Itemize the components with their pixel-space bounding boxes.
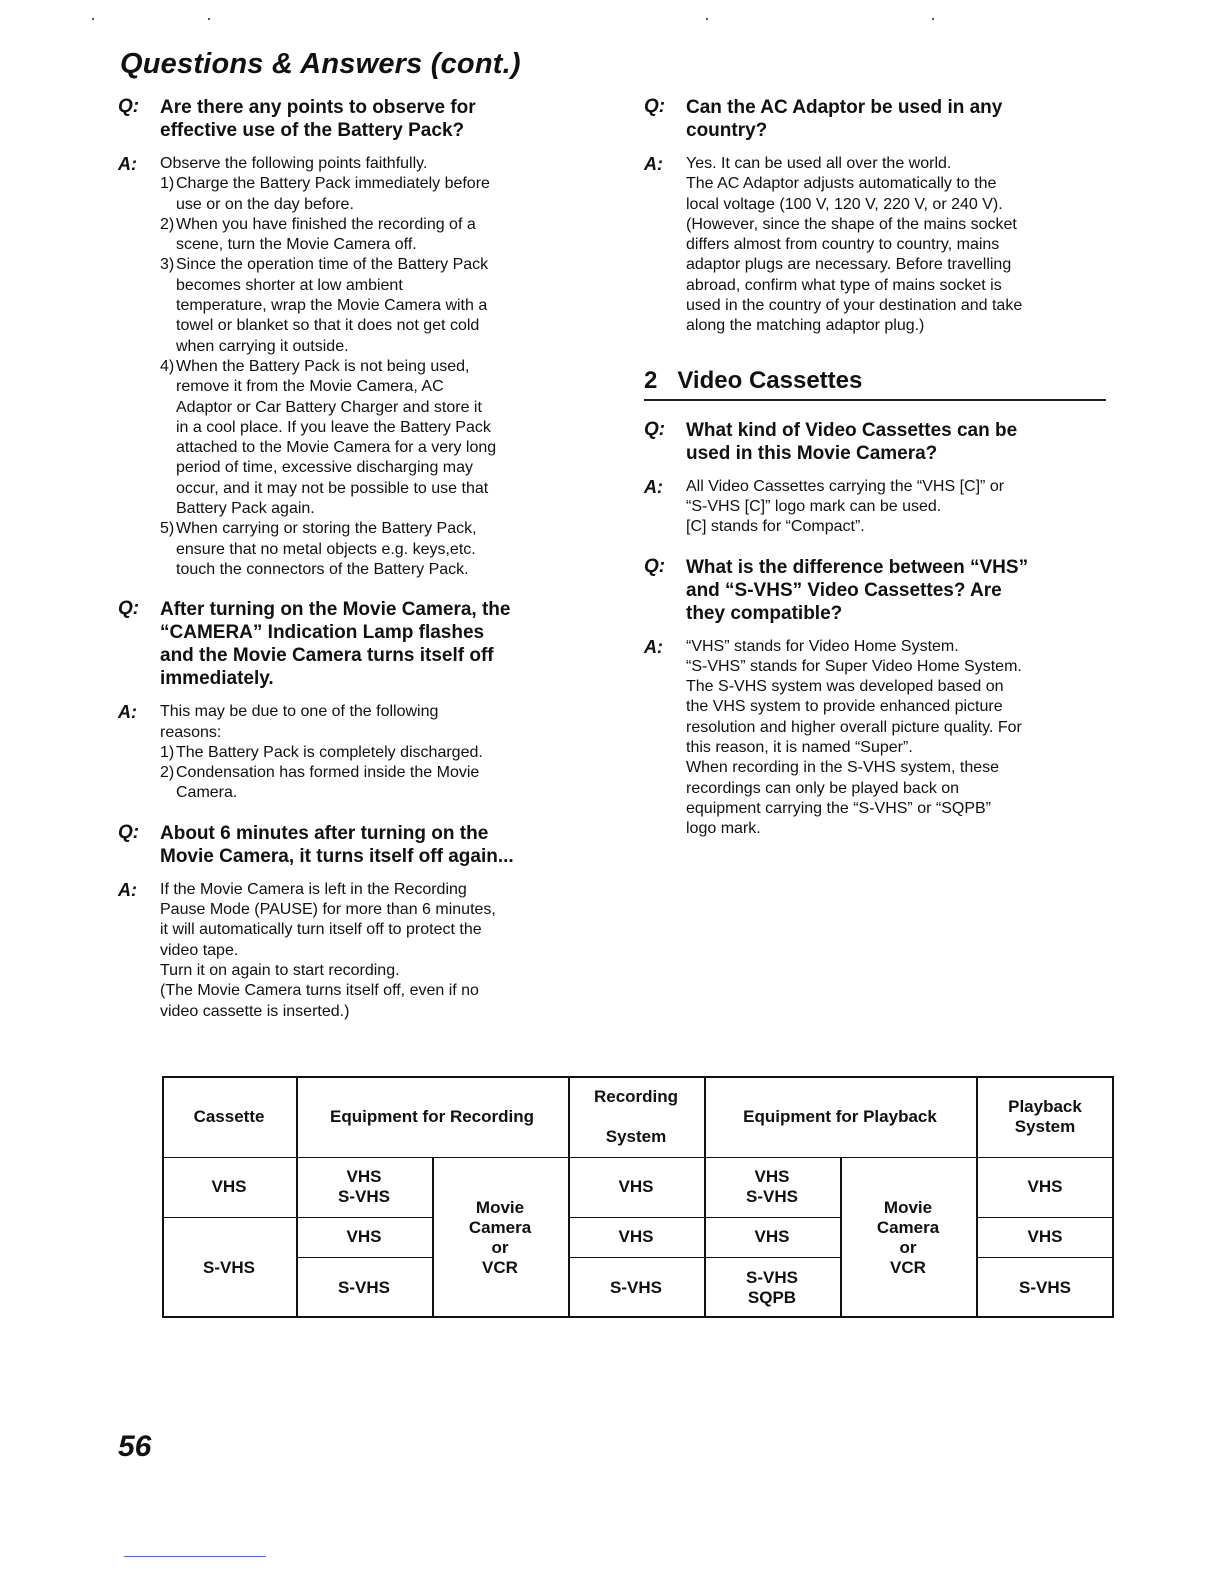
question-text [160, 598, 598, 690]
question-line: country? [686, 120, 768, 141]
rec-equipment-row2: VHS [346, 1227, 382, 1246]
answer-marker: A: [644, 154, 663, 174]
item-line: becomes shorter at low ambient [176, 276, 403, 294]
answer-line: reasons: [160, 723, 222, 741]
answer-line: Pause Mode (PAUSE) for more than 6 minutes, [160, 901, 496, 919]
item-number: 3) [160, 256, 175, 274]
spacer [118, 868, 598, 880]
answer-marker: A: [118, 154, 137, 174]
cassette-svhs: S-VHS [203, 1257, 255, 1277]
answer-line: “S-VHS [C]” logo mark can be used. [686, 497, 942, 515]
question-text [686, 419, 1114, 465]
answer-line: (However, since the shape of the mains socket [686, 215, 1017, 233]
question-marker: Q: [644, 96, 666, 117]
answer-line: the VHS system to provide enhanced picture [686, 698, 1003, 716]
item-line: scene, turn the Movie Camera off. [176, 236, 417, 254]
spacer [644, 625, 1114, 637]
answer-block [118, 154, 598, 580]
question-text [160, 822, 598, 868]
answer-text [686, 637, 1114, 840]
answer-text [160, 880, 598, 1022]
scan-speck [208, 18, 210, 20]
spacer [644, 401, 1114, 419]
answer-line: video tape. [160, 941, 239, 959]
item-line: use or on the day before. [176, 195, 354, 213]
item-line: remove it from the Movie Camera, AC [176, 378, 444, 396]
play-equipment-row3: S-VHS SQPB [746, 1267, 798, 1307]
rec-system-row2: VHS [618, 1227, 654, 1246]
answer-block [644, 154, 1114, 337]
play-equipment-row2: VHS [754, 1227, 790, 1246]
answer-line: differs almost from country to country, mains [686, 236, 1000, 254]
section-title: Video Cassettes [677, 366, 863, 394]
question-line: effective use of the Battery Pack? [160, 120, 465, 141]
question-block [644, 96, 1114, 142]
item-number: 2) [160, 215, 175, 233]
spacer [118, 580, 598, 598]
item-line: Battery Pack again. [176, 500, 315, 518]
scan-speck [92, 18, 94, 20]
answer-marker: A: [118, 879, 137, 900]
question-line: they compatible? [686, 602, 843, 624]
answer-line: logo mark. [686, 820, 761, 838]
question-text [686, 96, 1114, 142]
rec-equipment-row3: S-VHS [338, 1277, 390, 1297]
answer-text [160, 702, 598, 803]
answer-marker: A: [644, 636, 663, 657]
scan-speck [706, 18, 708, 20]
answer-line: resolution and higher overall picture quality. For [686, 718, 1022, 736]
question-marker: Q: [644, 555, 666, 577]
item-line: towel or blanket so that it does not get cold [176, 317, 480, 335]
answer-block [644, 637, 1114, 840]
question-block [644, 556, 1114, 625]
spacer [644, 142, 1114, 154]
answer-block [118, 880, 598, 1022]
compatibility-table [162, 1076, 1114, 1318]
answer-line: [C] stands for “Compact”. [686, 518, 865, 536]
item-line: when carrying it outside. [176, 337, 349, 355]
header-cassette: Cassette [193, 1106, 265, 1126]
answer-line: Turn it on again to start recording. [160, 961, 400, 979]
answer-line: abroad, confirm what type of mains socket is [686, 276, 1002, 294]
rec-system-row1: VHS [618, 1177, 654, 1196]
footer-rule [124, 1556, 266, 1557]
spacer [644, 337, 1114, 355]
spacer [118, 690, 598, 702]
item-line: touch the connectors of the Battery Pack. [176, 560, 469, 578]
answer-line: When recording in the S-VHS system, these [686, 759, 1000, 777]
section-number: 2 [644, 366, 658, 394]
answer-line: along the matching adaptor plug.) [686, 317, 925, 335]
question-block [118, 822, 598, 868]
answer-text [686, 477, 1114, 538]
item-line: When you have finished the recording of a [176, 215, 476, 233]
answer-line: adaptor plugs are necessary. Before travelling [686, 256, 1012, 274]
spacer [644, 840, 1114, 858]
header-playback-system: Playback System [1008, 1096, 1082, 1136]
item-line: The Battery Pack is completely discharged. [176, 743, 483, 761]
scan-speck [932, 18, 934, 20]
question-line: About 6 minutes after turning on the [160, 822, 489, 844]
item-line: ensure that no metal objects e.g. keys,etc. [176, 540, 476, 558]
item-line: occur, and it may not be possible to use that [176, 479, 489, 497]
item-line: period of time, excessive discharging may [176, 459, 474, 477]
answer-marker: A: [644, 476, 663, 497]
answer-block [644, 477, 1114, 538]
numbered-item [160, 763, 598, 804]
answer-line: Observe the following points faithfully. [160, 155, 428, 172]
page-number: 56 [118, 1430, 152, 1463]
item-number: 2) [160, 764, 175, 782]
question-block [644, 419, 1114, 465]
question-line: What kind of Video Cassettes can be [686, 419, 1018, 441]
rec-device: Movie Camera or VCR [468, 1197, 532, 1277]
cassette-vhs: VHS [211, 1177, 247, 1196]
question-text [160, 96, 598, 142]
item-line: When the Battery Pack is not being used, [176, 357, 470, 375]
question-marker: Q: [118, 821, 140, 843]
question-line: and “S-VHS” Video Cassettes? Are [686, 579, 1002, 601]
answer-line: Yes. It can be used all over the world. [686, 155, 952, 172]
answer-line: local voltage (100 V, 120 V, 220 V, or 240 V). [686, 195, 1003, 213]
answer-line: “VHS” stands for Video Home System. [686, 637, 959, 655]
spacer [118, 142, 598, 154]
answer-line: The S-VHS system was developed based on [686, 678, 1004, 696]
item-number: 1) [160, 743, 175, 761]
answer-line: this reason, it is named “Super”. [686, 739, 913, 757]
answer-text [686, 154, 1114, 337]
answer-line: If the Movie Camera is left in the Recording [160, 880, 467, 898]
play-equipment-row1: VHS S-VHS [746, 1167, 798, 1206]
question-line: Are there any points to observe for [160, 97, 476, 118]
play-device: Movie Camera or VCR [876, 1197, 940, 1277]
question-line: After turning on the Movie Camera, the [160, 599, 511, 621]
item-line: When carrying or storing the Battery Pack, [176, 520, 477, 538]
answer-line: All Video Cassettes carrying the “VHS [C]” or [686, 477, 1005, 495]
answer-line: The AC Adaptor adjusts automatically to the [686, 175, 997, 193]
item-line: temperature, wrap the Movie Camera with a [176, 297, 488, 315]
spacer [644, 538, 1114, 556]
play-system-row2: VHS [1027, 1227, 1063, 1246]
item-number: 4) [160, 357, 175, 375]
item-line: attached to the Movie Camera for a very long [176, 439, 497, 457]
answer-line: (The Movie Camera turns itself off, even if no [160, 982, 479, 1000]
numbered-item [160, 215, 598, 256]
right-column [644, 96, 1114, 858]
answer-line: video cassette is inserted.) [160, 1002, 350, 1020]
question-line: immediately. [160, 668, 274, 690]
item-line: Condensation has formed inside the Movie [176, 764, 480, 782]
question-line: used in this Movie Camera? [686, 442, 938, 464]
question-block [118, 598, 598, 690]
answer-line: This may be due to one of the following [160, 703, 439, 721]
play-system-row1: VHS [1027, 1177, 1063, 1196]
answer-line: used in the country of your destination and take [686, 297, 1023, 315]
question-line: “CAMERA” Indication Lamp flashes [160, 622, 485, 644]
item-number: 5) [160, 520, 175, 538]
section-heading [644, 367, 1106, 401]
question-marker: Q: [644, 418, 666, 440]
play-system-row3: S-VHS [1019, 1277, 1071, 1297]
item-line: in a cool place. If you leave the Battery Pack [176, 418, 491, 436]
question-marker: Q: [118, 96, 140, 117]
question-text [686, 556, 1114, 625]
page-title: Questions & Answers (cont.) [120, 48, 521, 80]
spacer [118, 804, 598, 822]
question-marker: Q: [118, 598, 140, 620]
numbered-item [160, 174, 598, 215]
item-line: Charge the Battery Pack immediately before [176, 175, 490, 193]
answer-line: recordings can only be played back on [686, 779, 960, 797]
item-line: Camera. [176, 784, 238, 802]
question-line: Movie Camera, it turns itself off again... [160, 845, 514, 867]
answer-line: it will automatically turn itself off to protect the [160, 921, 482, 939]
item-line: Adaptor or Car Battery Charger and store it [176, 398, 482, 416]
answer-line: “S-VHS” stands for Super Video Home System. [686, 657, 1022, 675]
header-equipment-playback: Equipment for Playback [743, 1106, 937, 1126]
rec-system-row3: S-VHS [610, 1277, 662, 1297]
answer-block [118, 702, 598, 803]
answer-marker: A: [118, 702, 137, 723]
question-line: Can the AC Adaptor be used in any [686, 97, 1003, 118]
item-number: 1) [160, 175, 175, 193]
numbered-item [160, 255, 598, 356]
header-equipment-recording: Equipment for Recording [330, 1106, 534, 1126]
question-line: and the Movie Camera turns itself off [160, 645, 494, 667]
answer-text [160, 154, 598, 580]
header-recording-system: Recording System [593, 1086, 679, 1146]
question-line: What is the difference between “VHS” [686, 556, 1029, 578]
rec-equipment-row1: VHS S-VHS [338, 1167, 390, 1206]
question-block [118, 96, 598, 142]
numbered-item [160, 743, 598, 763]
left-column [118, 96, 598, 1022]
answer-line: equipment carrying the “S-VHS” or “SQPB” [686, 799, 991, 817]
spacer [644, 465, 1114, 477]
item-line: Since the operation time of the Battery Pack [176, 256, 489, 274]
numbered-item [160, 357, 598, 519]
numbered-item [160, 519, 598, 580]
